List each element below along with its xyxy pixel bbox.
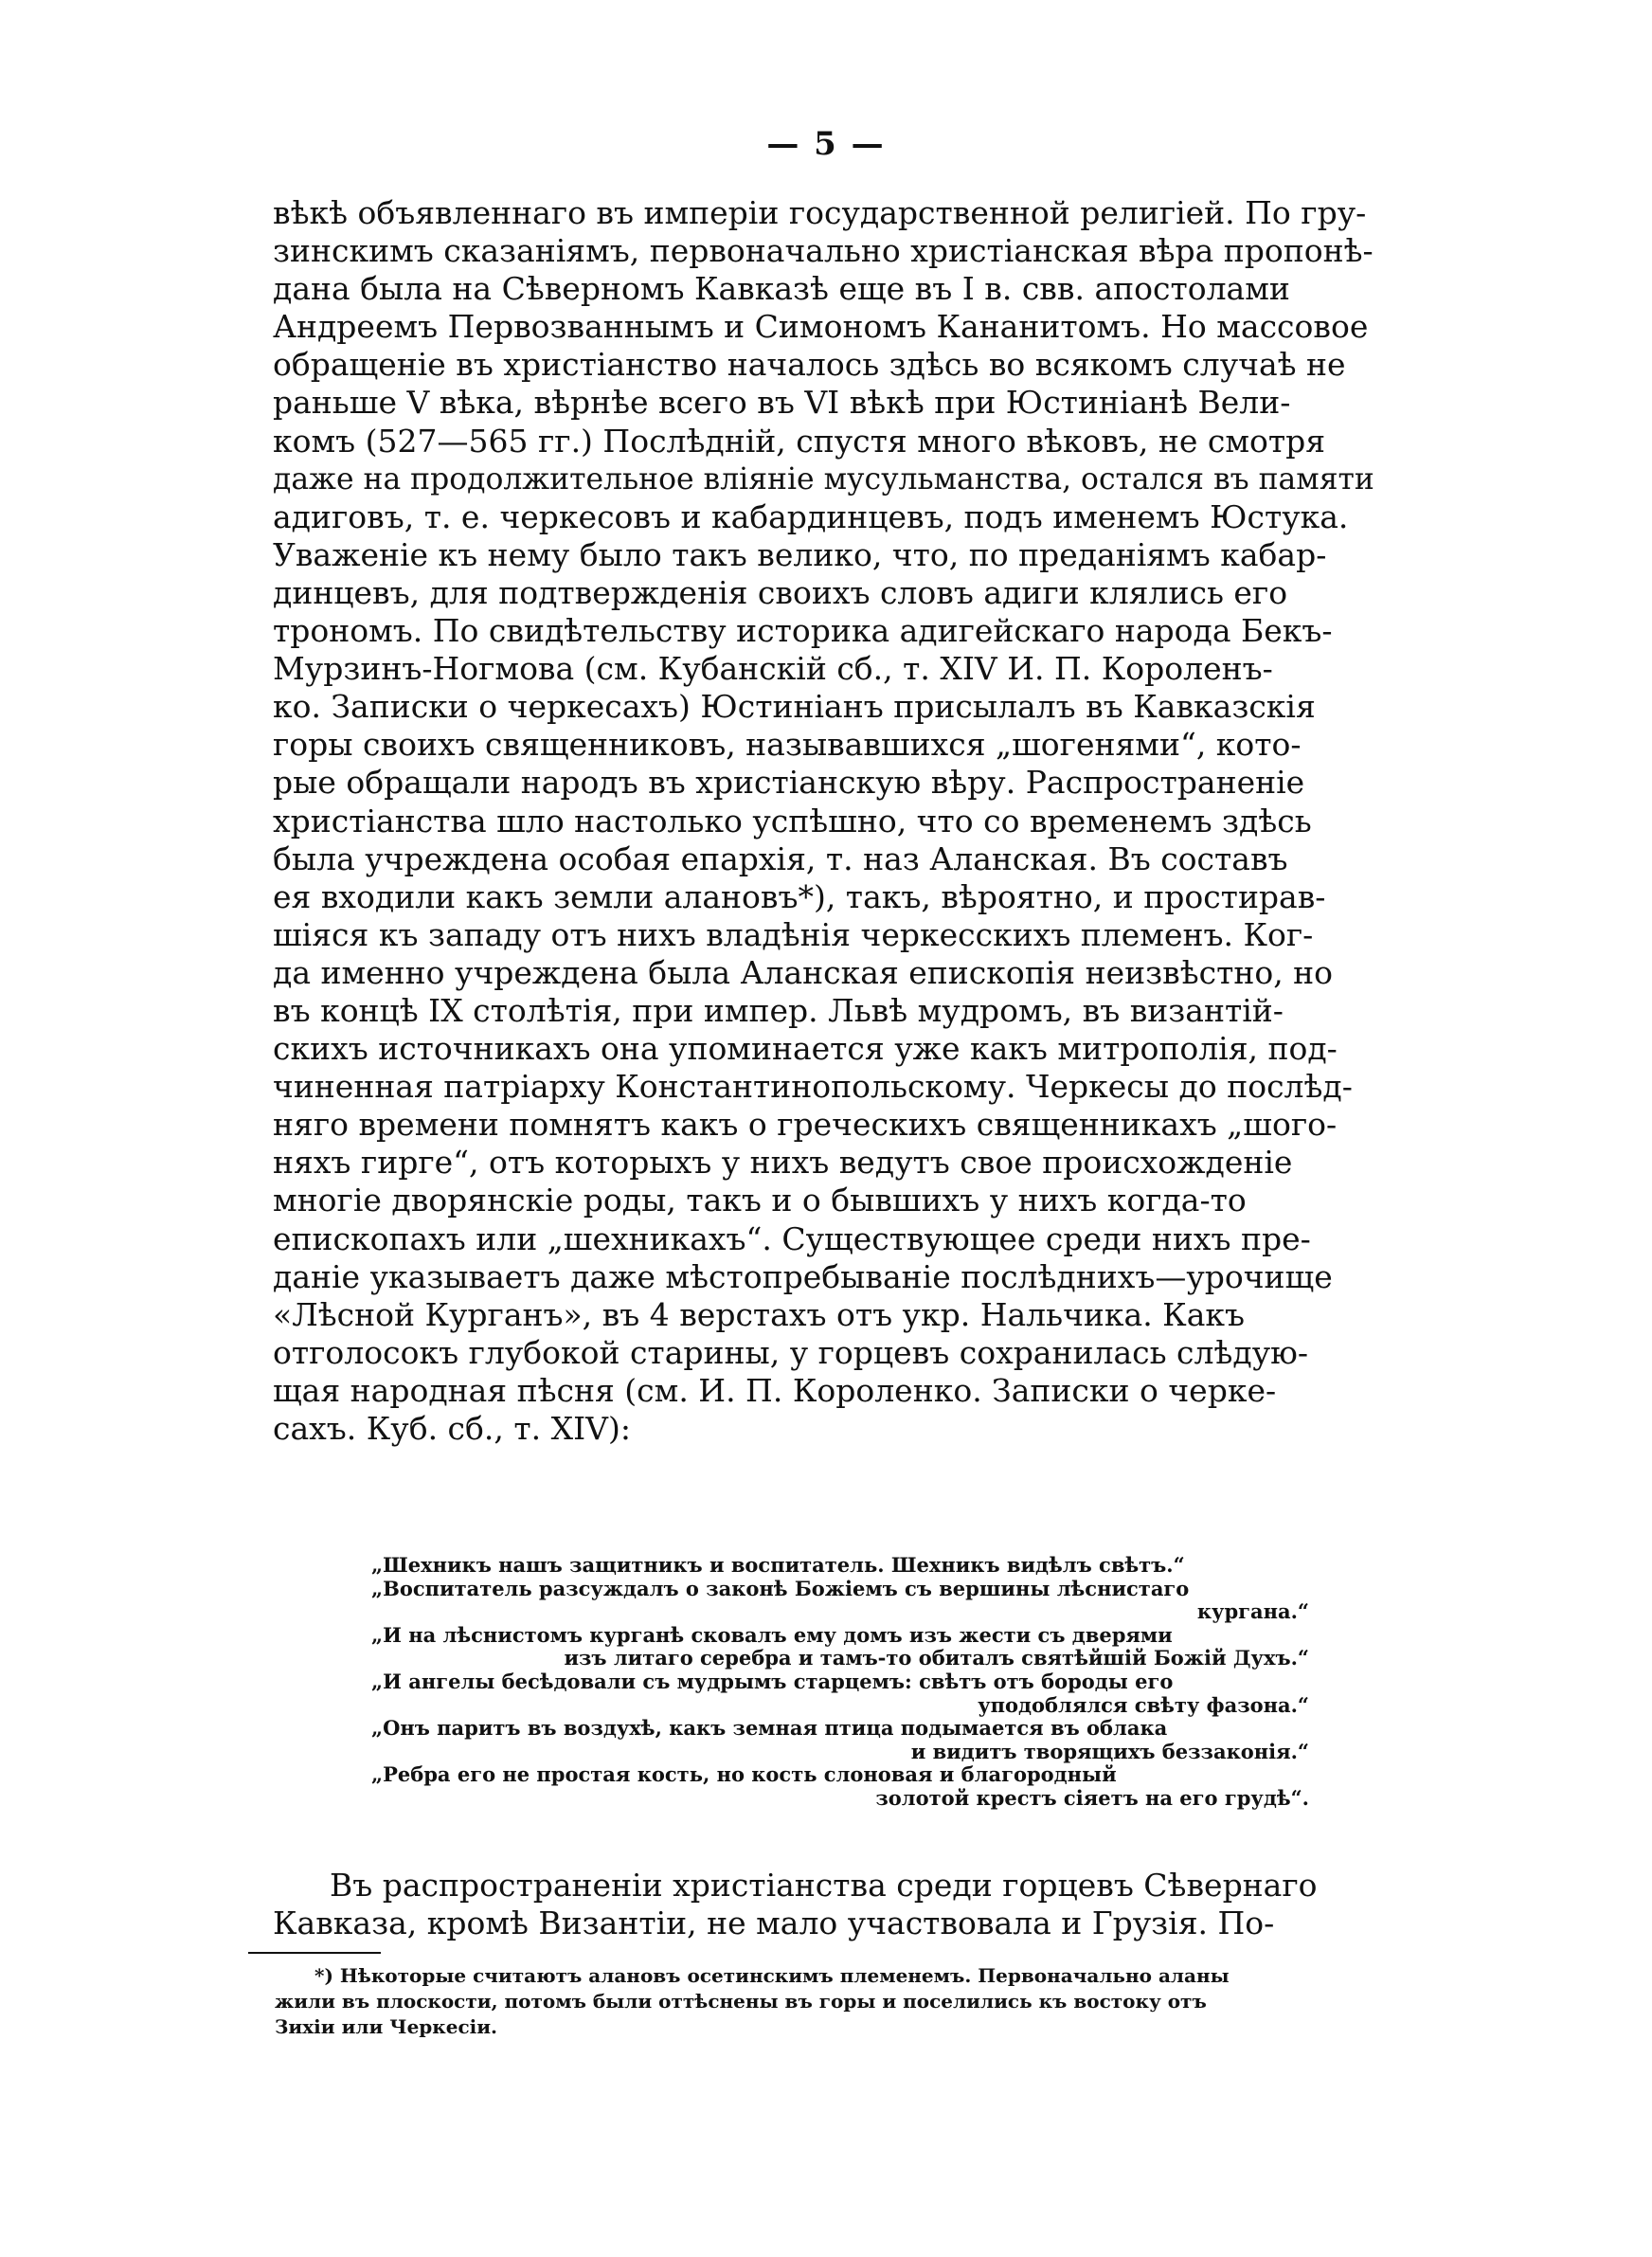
text-line: обращеніе въ христіанство началось здѣсь во всякомъ случаѣ не xyxy=(273,346,1346,384)
text-line: да именно учреждена была Аланская епископія неизвѣстно, но xyxy=(273,953,1334,991)
song-line: „Ребра его не простая кость, но кость слоновая и благородный xyxy=(371,1762,1117,1787)
text-line: шіяся къ западу отъ нихъ владѣнія черкесскихъ племенъ. Ког- xyxy=(273,915,1314,953)
text-line: динцевъ, для подтвержденія своихъ словъ адиги клялись его xyxy=(273,573,1288,611)
song-line: „И ангелы бесѣдовали съ мудрымъ старцемъ: свѣтъ отъ бороды его xyxy=(371,1669,1174,1693)
text-line: сахъ. Куб. сб., т. XIV): xyxy=(273,1410,631,1447)
footnote-divider xyxy=(248,1952,381,1954)
text-line: скихъ источникахъ она упоминается уже какъ митрополія, под- xyxy=(273,1030,1338,1068)
page-number: — 5 — xyxy=(766,125,886,163)
text-line: отголосокъ глубокой старины, у горцевъ сохранилась слѣдую- xyxy=(273,1333,1309,1371)
text-line: вѣкѣ объявленнаго въ имперіи государственной религіей. По гру- xyxy=(273,194,1367,231)
text-line: горы своихъ священниковъ, называвшихся „шогенями“, кото- xyxy=(273,726,1302,764)
text-line: Мурзинъ-Ногмова (см. Кубанскій сб., т. XIV И. П. Короленъ- xyxy=(273,650,1273,688)
text-line: ко. Записки о черкесахъ) Юстиніанъ присылалъ въ Кавказскія xyxy=(273,688,1316,726)
text-line: была учреждена особая епархія, т. наз Аланская. Въ составъ xyxy=(273,840,1288,877)
text-line: даже на продолжительное вліяніе мусульманства, остался въ памяти xyxy=(273,461,1374,497)
text-line: дана была на Сѣверномъ Кавказѣ еще въ I в. свв. апостолами xyxy=(273,270,1290,308)
text-line: раньше V вѣка, вѣрнѣе всего въ VI вѣкѣ при Юстиніанѣ Вели- xyxy=(273,384,1291,422)
folk-song-quote xyxy=(371,1554,1319,1811)
text-line: ея входили какъ земли алановъ*), такъ, вѣроятно, и простирав- xyxy=(273,877,1326,915)
text-line: въ концѣ IX столѣтія, при импер. Львѣ мудромъ, въ византій- xyxy=(273,991,1284,1029)
text-line: чиненная патріарху Константинопольскому. Черкесы до послѣд- xyxy=(273,1068,1353,1106)
footnote xyxy=(275,1963,1385,2040)
text-line: няхъ гирге“, отъ которыхъ у нихъ ведутъ свое происхожденіе xyxy=(273,1144,1293,1182)
text-line: Андреемъ Первозваннымъ и Симономъ Кананитомъ. Но массовое xyxy=(273,308,1369,346)
text-line: «Лѣсной Курганъ», въ 4 верстахъ отъ укр. Нальчика. Какъ xyxy=(273,1295,1246,1333)
song-line: „Воспитатель разсуждалъ о законѣ Божіемъ съ вершины лѣснистаго xyxy=(371,1576,1190,1600)
closing-paragraph xyxy=(273,1867,1386,1942)
song-line: изъ литаго серебра и тамъ-то обиталъ святѣйшій Божій Духъ.“ xyxy=(564,1646,1309,1670)
main-paragraph xyxy=(273,194,1386,1448)
song-line: уподоблялся свѣту фазона.“ xyxy=(978,1692,1309,1717)
text-line: адиговъ, т. е. черкесовъ и кабардинцевъ, подъ именемъ Юстука. xyxy=(273,497,1349,535)
song-line: „Шехникъ нашъ защитникъ и воспитатель. Шехникъ видѣлъ свѣтъ.“ xyxy=(371,1553,1185,1577)
footnote-line: *) Нѣкоторые считаютъ алановъ осетинскимъ племенемъ. Первоначально аланы xyxy=(314,1964,1230,1987)
text-line: многіе дворянскіе роды, такъ и о бывшихъ у нихъ когда-то xyxy=(273,1182,1247,1219)
song-line: „Онъ паритъ въ воздухѣ, какъ земная птица подымается въ облака xyxy=(371,1716,1168,1741)
song-line: „И на лѣснистомъ курганѣ сковалъ ему домъ изъ жести съ дверями xyxy=(371,1622,1173,1647)
text-line: даніе указываетъ даже мѣстопребываніе послѣднихъ—урочище xyxy=(273,1257,1333,1295)
song-line: и видитъ творящихъ беззаконія.“ xyxy=(910,1739,1309,1763)
text-line: Кавказа, кромѣ Византіи, не мало участвовала и Грузія. По- xyxy=(273,1905,1275,1941)
text-line: трономъ. По свидѣтельству историка адигейскаго народа Бекъ- xyxy=(273,612,1333,650)
text-line: Уваженіе къ нему было такъ велико, что, по преданіямъ кабар- xyxy=(273,535,1327,573)
text-line: комъ (527—565 гг.) Послѣдній, спустя много вѣковъ, не смотря xyxy=(273,422,1326,460)
text-line: епископахъ или „шехникахъ“. Существующее среди нихъ пре- xyxy=(273,1219,1311,1257)
song-line: золотой крестъ сіяетъ на его грудѣ“. xyxy=(875,1785,1309,1810)
text-line: христіанства шло настолько успѣшно, что со временемъ здѣсь xyxy=(273,802,1312,840)
text-line: щая народная пѣсня (см. И. П. Короленко. Записки о черке- xyxy=(273,1371,1277,1409)
text-line: няго времени помнятъ какъ о греческихъ священникахъ „шого- xyxy=(273,1106,1338,1144)
song-line: кургана.“ xyxy=(1196,1599,1309,1624)
text-line: Въ распространеніи христіанства среди горцевъ Сѣвернаго xyxy=(330,1867,1318,1904)
footnote-line: жили въ плоскости, потомъ были оттѣснены въ горы и поселились къ востоку отъ xyxy=(275,1990,1207,2013)
footnote-line: Зихіи или Черкесіи. xyxy=(275,2015,498,2038)
text-line: зинскимъ сказаніямъ, первоначально христіанская вѣра пропонѣ- xyxy=(273,232,1374,270)
text-line: рые обращали народъ въ христіанскую вѣру. Распространеніе xyxy=(273,764,1305,802)
